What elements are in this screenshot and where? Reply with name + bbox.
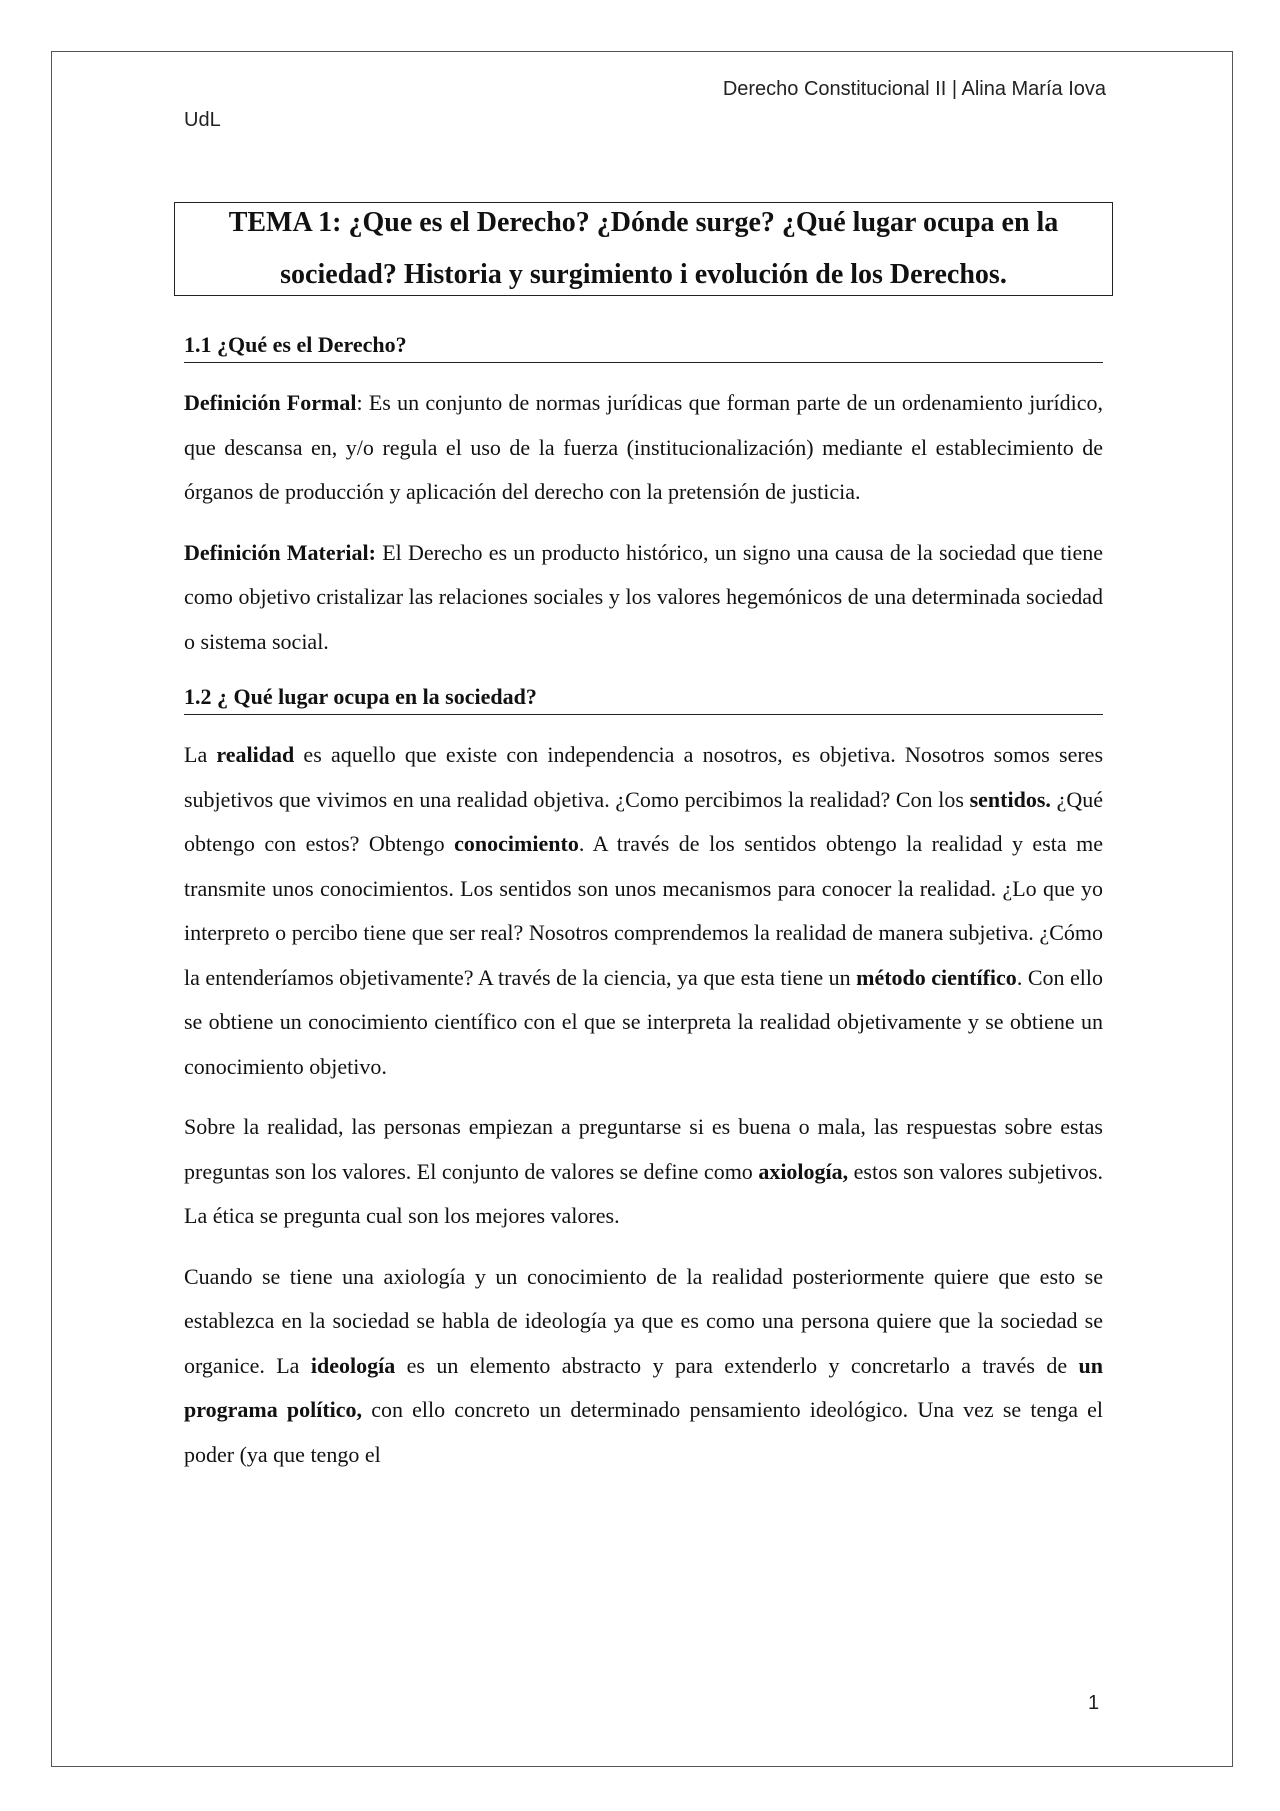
section-heading-1-1: 1.1 ¿Qué es el Derecho? [184, 328, 1103, 363]
text-run: es aquello que existe con independencia a nosotros, es objetiva. Nosotros somos seres subjetivos que vivimos en una realidad objetiva. ¿Como percibimos la realidad? Con los [184, 742, 1104, 812]
chapter-title-box [174, 202, 1113, 296]
text-run: con ello concreto un determinado pensamiento ideológico. Una vez se tenga el poder (ya que tengo el [184, 1397, 1104, 1467]
text-run: La [184, 742, 217, 767]
text-run: estos son valores subjetivos. La ética se pregunta cual son los mejores valores. [184, 1158, 1103, 1228]
bold-term: método científico [856, 964, 1017, 990]
formal-definition-text: : Es un conjunto de normas jurídicas que forman parte de un ordenamiento jurídico, que descansa en, y/o regula el uso de la fuerza (institucionalización) mediante el establecimiento de órganos de producción y aplicación del derecho con la pretensión de justicia. [184, 390, 1103, 504]
document-body [184, 328, 1103, 1493]
bold-term: axiología, [758, 1158, 849, 1184]
page-number: 1 [1088, 1692, 1100, 1714]
material-definition-text: El Derecho es un producto histórico, un signo una causa de la sociedad que tiene como objetivo cristalizar las relaciones sociales y los valores hegemónicos de una determinada sociedad o sistema social. [184, 539, 1103, 654]
text-run: . A través de los sentidos obtengo la realidad y esta me transmite unos conocimientos. Los sentidos son unos mecanismos para conocer la realidad. ¿Lo que yo interpreto o percibo tiene que ser real? Nosotros comprendemos la realidad de manera subjetiva. ¿Cómo la entenderíamos objetivamente? A través de la ciencia, ya que esta tiene un [184, 831, 1104, 990]
text-run: Sobre la realidad, las personas empiezan a preguntarse si es buena o mala, las respuestas sobre estas preguntas son los valores. El conjunto de valores se define como [184, 1114, 1103, 1184]
text-run: Cuando se tiene una axiología y un conocimiento de la realidad posteriormente quiere que esto se establezca en la sociedad se habla de ideología ya que es como una persona quiere que la sociedad se organice. La [184, 1263, 1103, 1378]
material-definition-label: Definición Material: [184, 539, 376, 565]
paragraph-material-definition [184, 531, 1103, 665]
text-run: ¿Qué obtengo con estos? Obtengo [184, 786, 1103, 856]
paragraph-formal-definition [184, 381, 1103, 515]
bold-term: ideología [310, 1352, 396, 1378]
bold-term: realidad [216, 742, 295, 767]
formal-definition-label: Definición Formal [184, 390, 357, 415]
text-run: . Con ello se obtiene un conocimiento científico con el que se interpreta la realidad objetivamente y se obtiene un conocimiento objetivo. [184, 964, 1104, 1079]
bold-term: conocimiento [454, 831, 579, 856]
chapter-title: TEMA 1: ¿Que es el Derecho? ¿Dónde surge? ¿Qué lugar ocupa en la sociedad? Historia y surgimiento i evolución de los Derechos. [228, 207, 1059, 290]
paragraph-ideology [184, 1255, 1103, 1478]
section-heading-1-2: 1.2 ¿ Qué lugar ocupa en la sociedad? [184, 680, 1103, 715]
running-header-institution: UdL [184, 109, 221, 131]
paragraph-reality [184, 733, 1103, 1089]
running-header-title: Derecho Constitucional II | Alina María Iova [722, 78, 1106, 100]
bold-term: un programa político, [184, 1352, 1103, 1422]
paragraph-values [184, 1105, 1103, 1239]
text-run: es un elemento abstracto y para extenderlo y concretarlo a través de [395, 1352, 1079, 1378]
bold-term: sentidos. [969, 786, 1051, 812]
